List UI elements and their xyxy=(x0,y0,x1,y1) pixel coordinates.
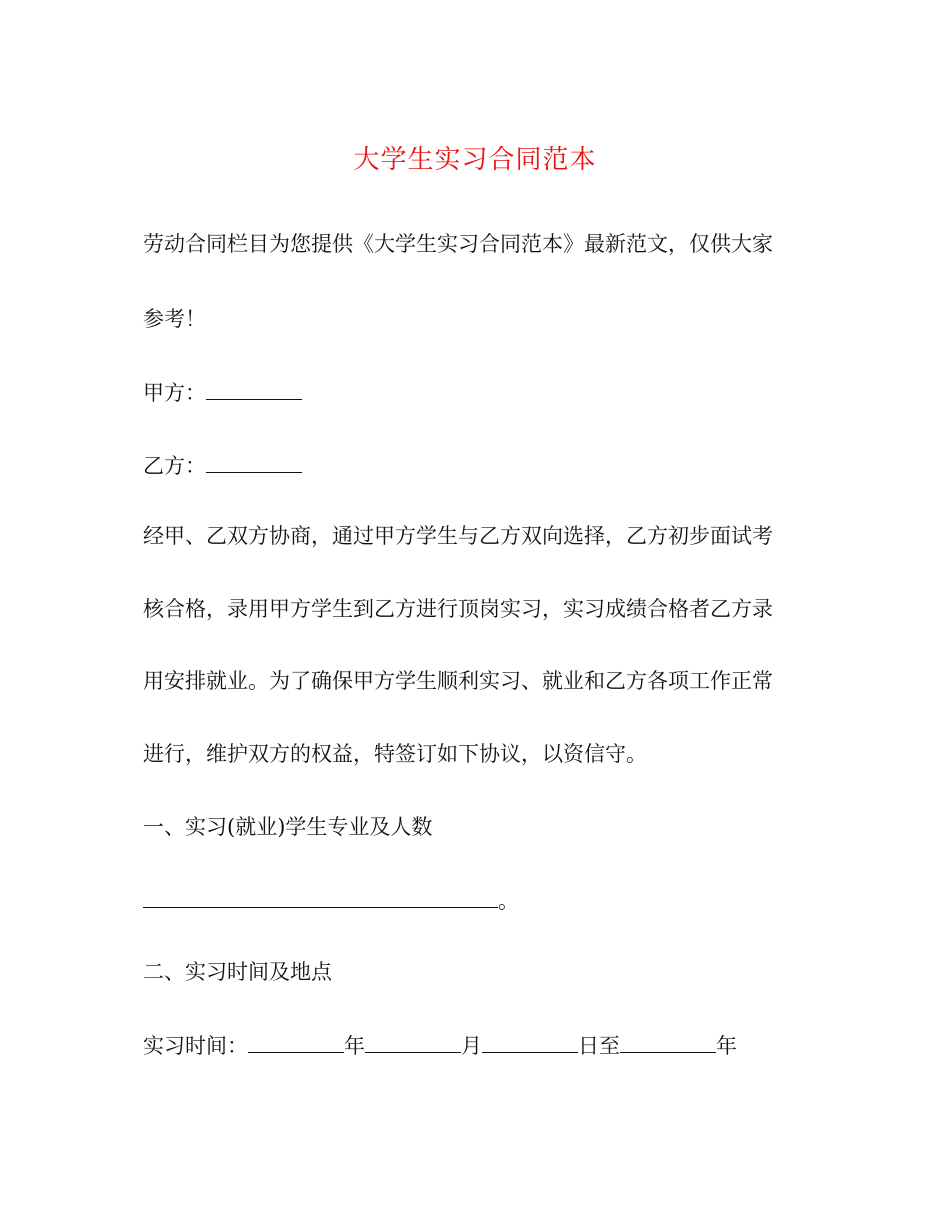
start-year-label: 年 xyxy=(344,1034,365,1058)
body-paragraph-line-4: 进行，维护双方的权益，特签订如下协议，以资信守。 xyxy=(143,742,647,766)
section-1-end-mark: 。 xyxy=(498,889,519,913)
party-a-row xyxy=(143,377,808,408)
start-year-blank xyxy=(248,1030,344,1053)
internship-time-row xyxy=(143,1030,808,1061)
start-day-blank xyxy=(482,1030,578,1053)
section-1-blank xyxy=(143,885,498,908)
party-b-label: 乙方： xyxy=(143,454,206,478)
party-b-blank xyxy=(206,450,302,473)
body-paragraph-line-1: 经甲、乙双方协商，通过甲方学生与乙方双向选择，乙方初步面试考 xyxy=(143,524,773,548)
party-a-label: 甲方： xyxy=(143,381,206,405)
body-paragraph-line-2: 核合格，录用甲方学生到乙方进行顶岗实习，实习成绩合格者乙方录 xyxy=(143,597,773,621)
start-month-label: 月 xyxy=(461,1034,482,1058)
document-title: 大学生实习合同范本 xyxy=(353,145,597,175)
intro-paragraph-line-2: 参考！ xyxy=(143,307,206,331)
body-paragraph-line-3: 用安排就业。为了确保甲方学生顺利实习、就业和乙方各项工作正常 xyxy=(143,669,773,693)
intro-paragraph-line-1: 劳动合同栏目为您提供《大学生实习合同范本》最新范文，仅供大家 xyxy=(143,232,773,256)
end-year-label: 年 xyxy=(716,1034,737,1058)
party-a-blank xyxy=(206,377,302,400)
end-year-blank xyxy=(620,1030,716,1053)
section-2-heading: 二、实习时间及地点 xyxy=(143,960,332,984)
section-1-fill-row xyxy=(143,885,808,916)
start-month-blank xyxy=(365,1030,461,1053)
section-1-heading: 一、实习(就业)学生专业及人数 xyxy=(143,815,433,839)
party-b-row xyxy=(143,450,808,481)
internship-time-label: 实习时间： xyxy=(143,1034,248,1058)
start-day-to-label: 日至 xyxy=(578,1034,620,1058)
